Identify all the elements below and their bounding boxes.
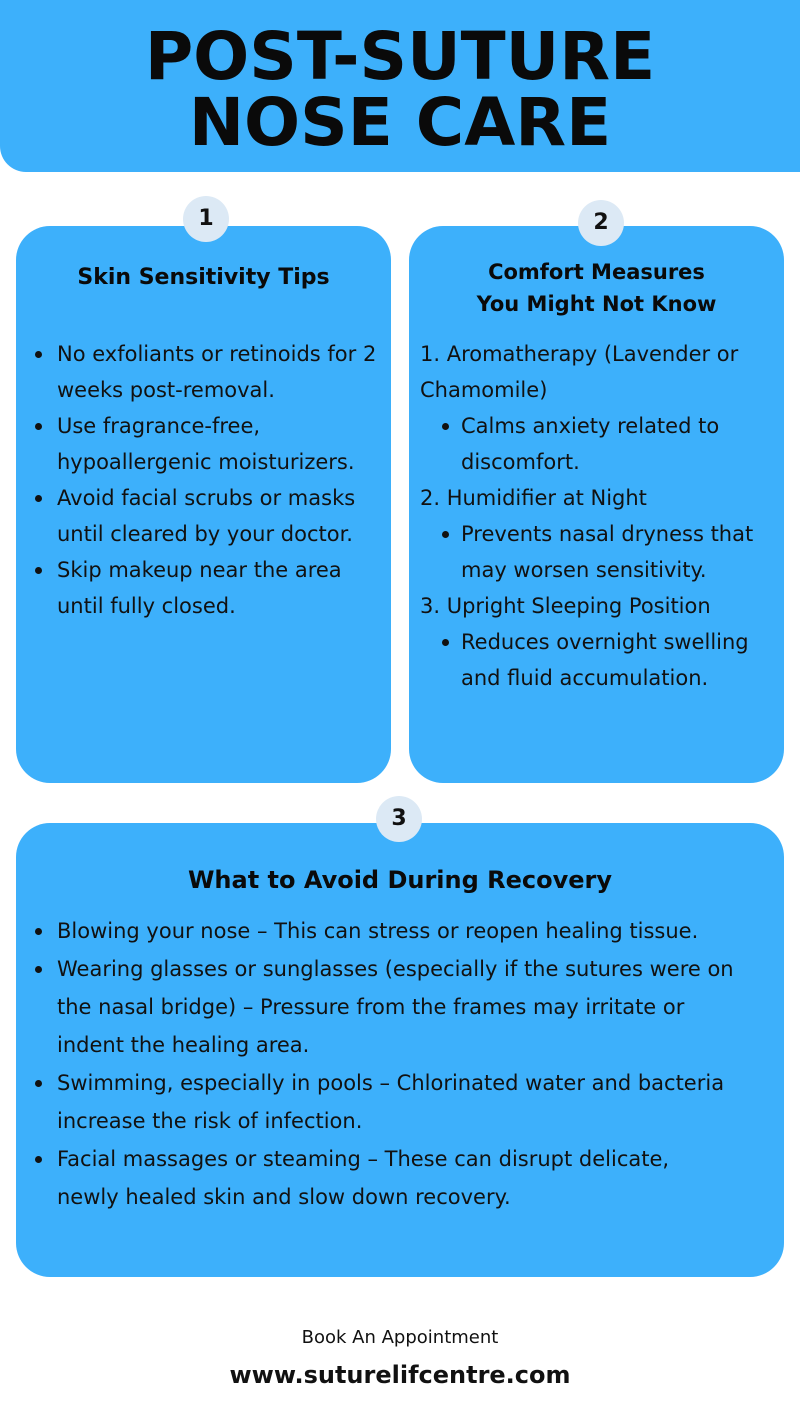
list-item-heading: 2. Humidifier at Night <box>420 486 647 510</box>
card-title: Skin Sensitivity Tips <box>77 265 330 290</box>
step-badge-1: 1 <box>183 196 229 242</box>
page-title-line-1: POST-SUTURE <box>144 18 656 95</box>
website-link[interactable]: www.suturelifcentre.com <box>229 1361 571 1389</box>
page-title <box>0 18 800 161</box>
list-item-heading: 1. Aromatherapy (Lavender or Chamomile) <box>420 342 739 402</box>
card-title <box>409 256 784 320</box>
list-item-detail: Reduces overnight swelling and fluid accumulation. <box>420 624 780 696</box>
avoid-list <box>16 912 737 1216</box>
book-appointment-label: Book An Appointment <box>301 1327 499 1348</box>
list-item-detail: Calms anxiety related to discomfort. <box>420 408 780 480</box>
skin-tips-list <box>16 336 387 624</box>
list-item: Skip makeup near the area until fully closed. <box>57 552 387 624</box>
list-item: Blowing your nose – This can stress or reopen healing tissue. <box>57 912 737 950</box>
list-item: Wearing glasses or sunglasses (especially if the sutures were on the nasal bridge) – Pressure from the frames may irritate or indent the healing area. <box>57 950 737 1064</box>
list-item: Avoid facial scrubs or masks until cleared by your doctor. <box>57 480 387 552</box>
card-title: What to Avoid During Recovery <box>187 866 613 894</box>
list-item: Swimming, especially in pools – Chlorinated water and bacteria increase the risk of infection. <box>57 1064 737 1140</box>
list-item-detail: Prevents nasal dryness that may worsen sensitivity. <box>420 516 780 588</box>
what-to-avoid-card <box>16 823 784 1277</box>
header-banner <box>0 0 800 172</box>
comfort-measures-card <box>409 226 784 783</box>
list-item <box>420 336 780 480</box>
list-item: No exfoliants or retinoids for 2 weeks post-removal. <box>57 336 387 408</box>
list-item <box>420 480 780 588</box>
page-title-line-2: NOSE CARE <box>188 84 612 161</box>
step-badge-3: 3 <box>376 796 422 842</box>
list-item: Facial massages or steaming – These can disrupt delicate, newly healed skin and slow down recovery. <box>57 1140 737 1216</box>
list-item: Use fragrance-free, hypoallergenic moisturizers. <box>57 408 387 480</box>
skin-sensitivity-card <box>16 226 391 783</box>
card-title-line-1: Comfort Measures <box>488 260 705 284</box>
list-item-heading: 3. Upright Sleeping Position <box>420 594 711 618</box>
list-item <box>420 588 780 696</box>
step-badge-2: 2 <box>578 200 624 246</box>
comfort-measures-list <box>420 336 780 696</box>
card-title-line-2: You Might Not Know <box>476 292 717 316</box>
